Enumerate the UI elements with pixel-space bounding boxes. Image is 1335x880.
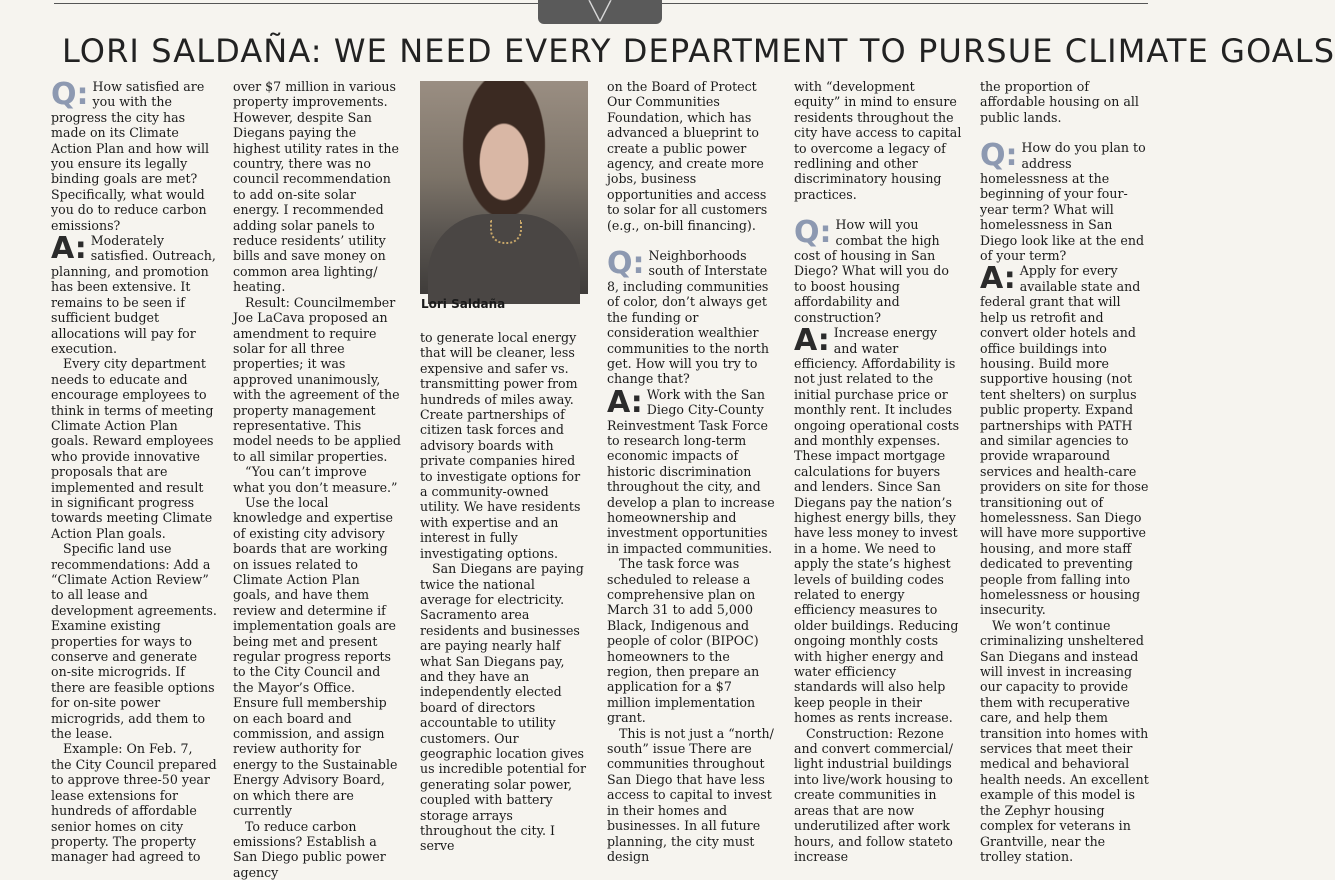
paragraph: We won’t continue criminalizing unsheltered San Diegans and instead will invest in increasing our capacity to provide them with recuperative care, and help them transition into homes with services that meet their medical and behavioral health needs. An excellent example of this model is the Zephyr housing complex for veterans in Grantville, near the trolley station. [980, 618, 1150, 865]
paragraph: The task force was scheduled to release a comprehensive plan on March 31 to add 5,000 Black, Indigenous and people of color (BIPOC) homeowners to the region, then prepare an application for a $7 million implementation grant. [607, 556, 775, 725]
paragraph: Specific land use recommendations: Add a “Climate Action Review” to all lease and development agreements. Examine existing properties for ways to conserve and generate on-site microgrids. If there are feasible options for on-site power microgrids, add them to the lease. [51, 541, 217, 741]
paragraph: San Diegans are paying twice the national average for electricity. Sacramento area residents and businesses are paying nearly half what San Diegans pay, and they have an independently elected board of directors accountable to utility customers. Our geographic location gives us incredible potential for generating solar power, coupled with battery storage arrays throughout the city. I serve [420, 561, 588, 854]
column-5 [794, 79, 962, 748]
photo-caption: Lori Saldaña [421, 296, 589, 312]
paragraph: Result: Councilmember Joe LaCava proposed an amendment to require solar for all three properties; it was approved unanimously, with the agreement of the property management representative. This model needs to be applied to all similar properties. [233, 295, 401, 464]
q-letter: Q: [794, 219, 832, 246]
paragraph: Construction: Rezone and convert commercial/ light industrial buildings into live/work housing to create communities in areas that are now underutilized after work hours, and follow stateto increase [794, 726, 962, 865]
chevron-down-icon: ╲╱ [589, 3, 611, 21]
paragraph: “You can’t improve what you don’t measure.” [233, 464, 401, 495]
answer-3: A: Increase energy and water efficiency. Affordability is not just related to the initial purchase price or monthly rent. It includes ongoing operational costs and monthly expenses. These impact mortgage calculations for buyers and lenders. Since San Diegans pay the nation’s highest energy bills, they have less money to invest in a home. We need to apply the state’s highest levels of building codes related to energy efficiency measures to older buildings. Reducing ongoing monthly costs with higher energy and water efficiency standards will also help keep people in their homes as rents increase. [794, 325, 962, 726]
column-4 [607, 79, 775, 748]
paragraph: to generate local energy that will be cleaner, less expensive and safer vs. transmitting power from hundreds of miles away. Create partnerships of citizen task forces and advisory boards with private companies hired to investigate options for a community-owned utility. We have residents with expertise and an interest in fully investigating options. [420, 330, 588, 561]
a-letter: A: [51, 235, 87, 262]
paragraph: on the Board of Protect Our Communities Foundation, which has advanced a blueprint to create a public power agency, and create more jobs, business opportunities and access to solar for all customers (e.g., on-bill financing). [607, 79, 775, 233]
collapse-tab[interactable] [538, 0, 662, 24]
question-2: Q: Neighborhoods south of Interstate 8, including communities of color, don’t always get the funding or consideration wealthier communities to the north get. How will you try to change that? [607, 248, 775, 387]
column-2 [233, 79, 401, 748]
q-letter: Q: [980, 142, 1018, 169]
paragraph: This is not just a “north/ south” issue There are communities throughout San Diego that have less access to capital to invest in their homes and businesses. In all future planning, the city must design [607, 726, 775, 865]
answer-2: A: Work with the San Diego City-County Reinvestment Task Force to research long-term economic impacts of historic discrimination throughout the city, and develop a plan to increase homeownership and investment opportunities in impacted communities. [607, 387, 775, 556]
paragraph: Use the local knowledge and expertise of existing city advisory boards that are working on issues related to Climate Action Plan goals, and have them review and determine if implementation goals are being met and present regular progress reports to the City Council and the Mayor’s Office. Ensure full membership on each board and commission, and assign review authority for energy to the Sustainable Energy Advisory Board, on which there are currently [233, 495, 401, 819]
column-6 [980, 79, 1150, 748]
paragraph: Example: On Feb. 7, the City Council prepared to approve three-50 year lease extensions for hundreds of affordable senior homes on city property. The property manager had agreed to [51, 741, 217, 864]
headline: LORI SALDAÑA: WE NEED EVERY DEPARTMENT TO PURSUE CLIMATE GOALS [62, 30, 1142, 72]
a-letter: A: [607, 389, 643, 416]
question-3: Q: How will you combat the high cost of housing in San Diego? What will you do to boost housing affordability and construction? [794, 217, 962, 325]
top-bar [0, 0, 1200, 26]
paragraph: over $7 million in various property improvements. However, despite San Diegans paying the highest utility rates in the country, there was no council recommendation to add on-site solar energy. I recommended adding solar panels to reduce residents’ utility bills and save money on common area lighting/ heating. [233, 79, 401, 295]
answer-1: A: Moderately satisfied. Outreach, planning, and promotion has been extensive. It remains to be seen if sufficient budget allocations will pay for execution. [51, 233, 217, 356]
column-3 [420, 330, 588, 748]
paragraph: the proportion of affordable housing on all public lands. [980, 79, 1150, 125]
paragraph: Every city department needs to educate and encourage employees to think in terms of meeting Climate Action Plan goals. Reward employees who provide innovative proposals that are implemented and result in significant progress towards meeting Climate Action Plan goals. [51, 356, 217, 541]
author-photo [420, 81, 588, 294]
column-1 [51, 79, 217, 748]
paragraph: with “development equity” in mind to ensure residents throughout the city have access to capital to overcome a legacy of redlining and other discriminatory housing practices. [794, 79, 962, 202]
q-letter: Q: [51, 81, 89, 108]
paragraph: To reduce carbon emissions? Establish a San Diego public power agency [233, 819, 401, 880]
q-letter: Q: [607, 250, 645, 277]
a-letter: A: [980, 265, 1016, 292]
a-letter: A: [794, 327, 830, 354]
question-4: Q: How do you plan to address homelessness at the beginning of your four-year term? What will homelessness in San Diego look like at the end of your term? [980, 140, 1150, 263]
question-1: Q: How satisfied are you with the progress the city has made on its Climate Action Plan and how will you ensure its legally binding goals are met? Specifically, what would you do to reduce carbon emissions? [51, 79, 217, 233]
answer-4: A: Apply for every available state and federal grant that will help us retrofit and convert older hotels and office buildings into housing. Build more supportive housing (not tent shelters) on surplus public property. Expand partnerships with PATH and similar agencies to provide wraparound services and health-care providers on site for those transitioning out of homelessness. San Diego will have more supportive housing, and more staff dedicated to preventing people from falling into homelessness or housing insecurity. [980, 263, 1150, 617]
